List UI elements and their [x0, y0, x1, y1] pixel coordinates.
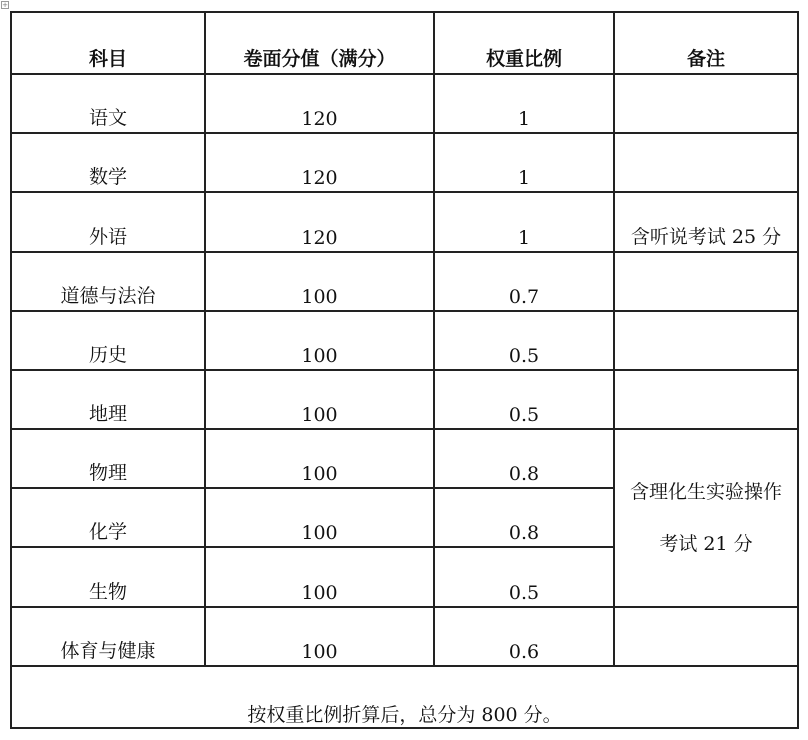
note-cell — [614, 252, 798, 311]
subject-cell: 数学 — [11, 133, 205, 192]
note-cell — [614, 311, 798, 370]
table-row — [11, 370, 798, 429]
score-cell: 100 — [205, 311, 434, 370]
subject-cell: 生物 — [11, 547, 205, 606]
table-row — [11, 192, 798, 251]
weight-cell: 0.5 — [434, 547, 614, 606]
weight-cell: 1 — [434, 192, 614, 251]
score-cell: 100 — [205, 607, 434, 666]
merged-note-line1: 含理化生实验操作 — [629, 480, 782, 503]
score-cell: 100 — [205, 429, 434, 488]
score-cell: 100 — [205, 547, 434, 606]
subject-cell: 地理 — [11, 370, 205, 429]
header-subject: 科目 — [11, 12, 205, 74]
subject-cell: 历史 — [11, 311, 205, 370]
subject-cell: 道德与法治 — [11, 252, 205, 311]
note-cell — [614, 607, 798, 666]
note-cell — [614, 74, 798, 133]
table-header-row — [11, 12, 798, 74]
weight-cell: 1 — [434, 74, 614, 133]
score-cell: 120 — [205, 74, 434, 133]
table-row — [11, 252, 798, 311]
weight-cell: 0.5 — [434, 370, 614, 429]
header-note: 备注 — [614, 12, 798, 74]
score-cell: 100 — [205, 488, 434, 547]
subject-cell: 语文 — [11, 74, 205, 133]
table-row — [11, 607, 798, 666]
weight-cell: 0.5 — [434, 311, 614, 370]
score-cell: 120 — [205, 192, 434, 251]
subject-cell: 物理 — [11, 429, 205, 488]
score-weight-table — [10, 11, 799, 729]
score-cell: 120 — [205, 133, 434, 192]
score-cell: 100 — [205, 252, 434, 311]
table-row — [11, 429, 798, 488]
total-score-note: 按权重比例折算后，总分为 800 分。 — [11, 666, 798, 728]
merged-note-line2: 考试 21 分 — [659, 532, 753, 555]
table-anchor-icon: + — [2, 1, 8, 9]
table-row — [11, 133, 798, 192]
subject-cell: 体育与健康 — [11, 607, 205, 666]
weight-cell: 1 — [434, 133, 614, 192]
merged-note-cell — [614, 429, 798, 606]
note-cell: 含听说考试 25 分 — [614, 192, 798, 251]
table-row — [11, 311, 798, 370]
table-row — [11, 74, 798, 133]
note-cell — [614, 133, 798, 192]
weight-cell: 0.8 — [434, 488, 614, 547]
weight-cell: 0.8 — [434, 429, 614, 488]
header-score: 卷面分值（满分） — [205, 12, 434, 74]
weight-cell: 0.6 — [434, 607, 614, 666]
score-cell: 100 — [205, 370, 434, 429]
table-footer-row — [11, 666, 798, 728]
subject-cell: 外语 — [11, 192, 205, 251]
header-weight: 权重比例 — [434, 12, 614, 74]
note-cell — [614, 370, 798, 429]
weight-cell: 0.7 — [434, 252, 614, 311]
subject-cell: 化学 — [11, 488, 205, 547]
